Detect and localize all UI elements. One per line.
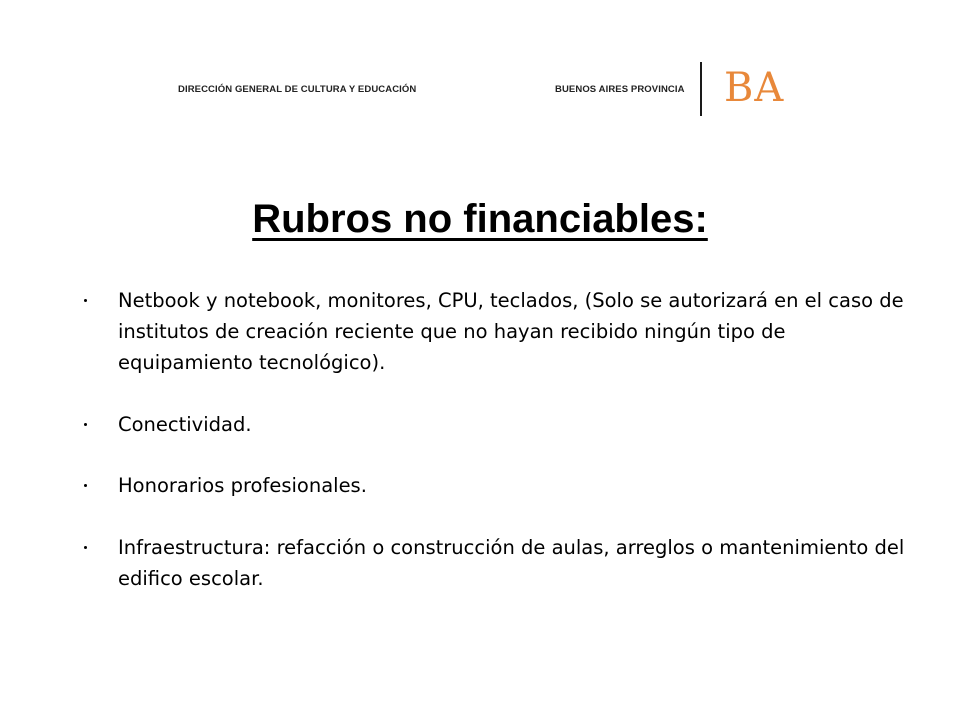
list-item-text: Honorarios profesionales. — [118, 474, 367, 497]
bullet-icon — [84, 299, 87, 302]
list-item-text: Conectividad. — [118, 413, 252, 436]
list-item-text: Infraestructura: refacción o construcción de aulas, arreglos o mantenimiento del edifico escolar. — [118, 536, 905, 590]
page-title: Rubros no financiables: — [252, 196, 708, 241]
list-item — [118, 285, 918, 378]
header-right-text: BUENOS AIRES PROVINCIA — [555, 84, 685, 95]
list-item — [118, 470, 918, 501]
list-item-text: Netbook y notebook, monitores, CPU, teclados, (Solo se autorizará en el caso de institutos de creación reciente que no hayan recibido ningún tipo de equipamiento tecnológico). — [118, 289, 904, 374]
bullet-icon — [84, 546, 87, 549]
ba-logo: BA — [724, 65, 785, 111]
bullet-icon — [84, 423, 87, 426]
list-item — [118, 532, 918, 594]
list-item — [118, 409, 918, 440]
bullet-icon — [84, 484, 87, 487]
header-left-text: DIRECCIÓN GENERAL DE CULTURA Y EDUCACIÓN — [178, 84, 417, 95]
